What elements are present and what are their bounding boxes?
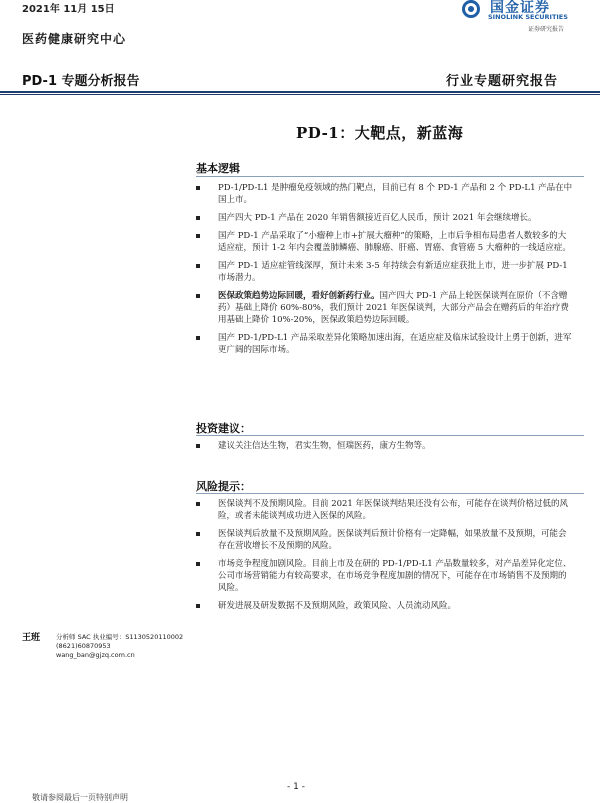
report-date: 2021年 11月 15日 [22,4,115,15]
main-title: PD-1：大靶点，新蓝海 [296,124,464,142]
footer-disclaimer: 敬请参阅最后一页特别声明 [32,793,128,802]
logic-list [218,182,574,362]
logo-subtitle: 证券研究报告 [528,26,565,33]
list-item: 国产 PD-1/PD-L1 产品采取差异化策略加速出海，在适应症及临床试验设计上勇于创新，进军更广阔的国际市场。 [218,332,574,356]
list-item: 市场竞争程度加剧风险。目前上市及在研的 PD-1/PD-L1 产品数量较多，对产品差异化定位、公司市场营销能力有较高要求，在市场竞争程度加剧的情况下，可能存在市场销售不及预期的风险。 [218,558,574,594]
section-divider [196,176,584,177]
page-number: - 1 - [287,782,305,792]
list-item: 研发进展及研发数据不及预期风险，政策风险、人员流动风险。 [218,600,574,612]
list-item [218,290,574,326]
logo-en: SINOLINK SECURITIES [488,13,568,21]
author-info [56,633,183,660]
author-email[interactable]: wang_ban@gjzq.com.cn [56,651,135,659]
section-heading-risk: 风险提示： [196,480,251,493]
risk-list [218,498,574,618]
list-item: 国产 PD-1 适应症管线深厚，预计未来 3-5 年持续会有新适应症获批上市，进一步扩展 PD-1 市场潜力。 [218,260,574,284]
section-divider [196,435,584,436]
header-rule [0,91,600,93]
department-label: 医药健康研究中心 [22,32,127,46]
logo-cn: 国金证券 [490,0,550,16]
list-item: 建议关注信达生物，君实生物，恒瑞医药，康方生物等。 [218,440,574,452]
section-divider [196,493,584,494]
author-name: 王班 [22,633,41,643]
logo-mark-icon [462,0,480,18]
list-item: 医保谈判不及预期风险。目前 2021 年医保谈判结果还没有公布，可能存在谈判价格过低的风险，或者未能谈判成功进入医保的风险。 [218,498,574,522]
report-type: 行业专题研究报告 [446,74,559,89]
policy-highlight: 医保政策趋势边际回暖，看好创新药行业。 [218,291,380,301]
list-item: 国产 PD-1 产品采取了“小瘤种上市+扩展大瘤种”的策略，上市后争相布局患者人数较多的大适应症，预计 1-2 年内会覆盖肺鳞癌、肺腺癌、肝癌、胃癌、食管癌 5 大瘤种的一线适应症。 [218,230,574,254]
advice-list [218,440,574,458]
report-title: PD-1 专题分析报告 [22,74,140,89]
section-heading-logic: 基本逻辑 [196,162,240,175]
author-phone: (8621)60870953 [56,642,111,650]
list-item: PD-1/PD-L1 是肿瘤免疫领域的热门靶点，目前已有 8 个 PD-1 产品和 2 个 PD-L1 产品在中国上市。 [218,183,573,205]
company-logo [462,0,592,34]
list-item-text: 国产四大 PD-1 产品上轮医保谈判在原价（不含赠药）基础上降价 60%-80%，我们预计 2021 年医保谈判，大部分产品会在赠药后的年治疗费用基础上降价 10%-20%，医保政策趋势边际回暖。 [218,291,569,325]
section-heading-advice: 投资建议： [196,422,251,435]
list-item: 医保谈判后放量不及预期风险。医保谈判后预计价格有一定降幅，如果放量不及预期，可能会存在营收增长不及预期的风险。 [218,528,574,552]
author-license: 分析师 SAC 执业编号：S1130520110002 [56,633,184,641]
header-rule-thin [0,94,600,95]
list-item: 国产四大 PD-1 产品在 2020 年销售额接近百亿人民币，预计 2021 年会继续增长。 [218,212,574,224]
